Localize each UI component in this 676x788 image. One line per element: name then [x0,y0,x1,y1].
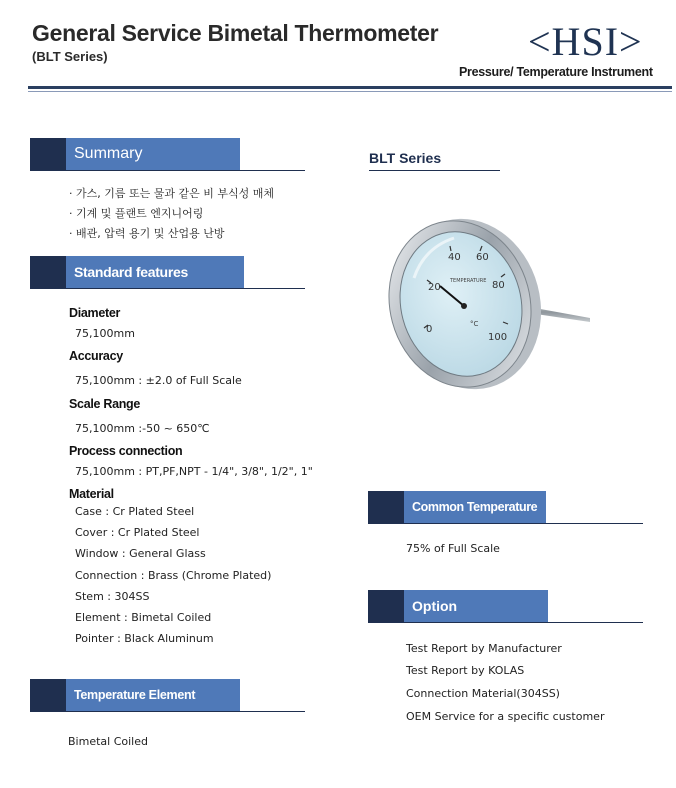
section-marker [368,590,404,622]
standard-features-heading: Standard features [66,256,244,288]
dial-number: 80 [492,280,505,291]
accuracy-value: 75,100mm : ±2.0 of Full Scale [75,374,242,387]
scale-range-label: Scale Range [69,397,141,411]
page-subtitle: (BLT Series) [32,49,108,64]
common-temperature-heading: Common Temperature [404,491,546,523]
section-underline [30,170,305,171]
page-title: General Service Bimetal Thermometer [32,20,439,46]
dial-number: 40 [448,252,461,263]
option-item: Test Report by KOLAS [406,664,525,677]
option-heading: Option [404,590,548,622]
material-item: Connection : Brass (Chrome Plated) [75,569,272,582]
material-item: Element : Bimetal Coiled [75,611,212,624]
thermometer-image [384,208,594,408]
dial-brand: TEMPERATURE [450,278,487,284]
section-underline [368,622,643,623]
dial-number: 100 [488,332,508,343]
temperature-element-value: Bimetal Coiled [68,735,148,748]
material-item: Window : General Glass [75,547,206,560]
accuracy-label: Accuracy [69,349,123,363]
dial-number: 0 [426,324,433,335]
dial-number: 60 [476,252,489,263]
material-item: Case : Cr Plated Steel [75,505,195,518]
section-marker [368,491,404,523]
summary-item: · 배관, 압력 용기 및 산업용 난방 [69,227,225,240]
summary-item: · 가스, 기름 또는 물과 같은 비 부식성 매체 [69,187,274,200]
section-marker [30,679,66,711]
company-logo: <HSI> [528,19,643,64]
material-label: Material [69,487,114,501]
section-underline [30,711,305,712]
series-title-underline [369,170,500,171]
scale-range-value: 75,100mm :-50 ~ 650℃ [75,422,210,435]
option-item: Test Report by Manufacturer [406,642,562,655]
dial-unit: °C [470,320,479,328]
section-underline [30,288,305,289]
process-connection-label: Process connection [69,444,183,458]
section-underline [368,523,643,524]
header-divider-thin [28,91,672,92]
material-item: Pointer : Black Aluminum [75,632,214,645]
section-marker [30,138,66,170]
diameter-value: 75,100mm [75,327,135,340]
material-item: Cover : Cr Plated Steel [75,526,200,539]
section-marker [30,256,66,288]
diameter-label: Diameter [69,306,121,320]
option-item: OEM Service for a specific customer [406,710,605,723]
process-connection-value: 75,100mm : PT,PF,NPT - 1/4", 3/8", 1/2", 1" [75,465,313,478]
summary-item: · 기계 및 플랜트 엔지니어링 [69,207,204,220]
summary-heading: Summary [66,138,240,170]
common-temperature-value: 75% of Full Scale [406,542,500,555]
option-item: Connection Material(304SS) [406,687,560,700]
temperature-element-heading: Temperature Element [66,679,240,711]
dial-number: 20 [428,282,441,293]
material-item: Stem : 304SS [75,590,150,603]
series-title: BLT Series [369,150,442,166]
logo-tagline: Pressure/ Temperature Instrument [459,65,653,79]
header-divider [28,86,672,89]
